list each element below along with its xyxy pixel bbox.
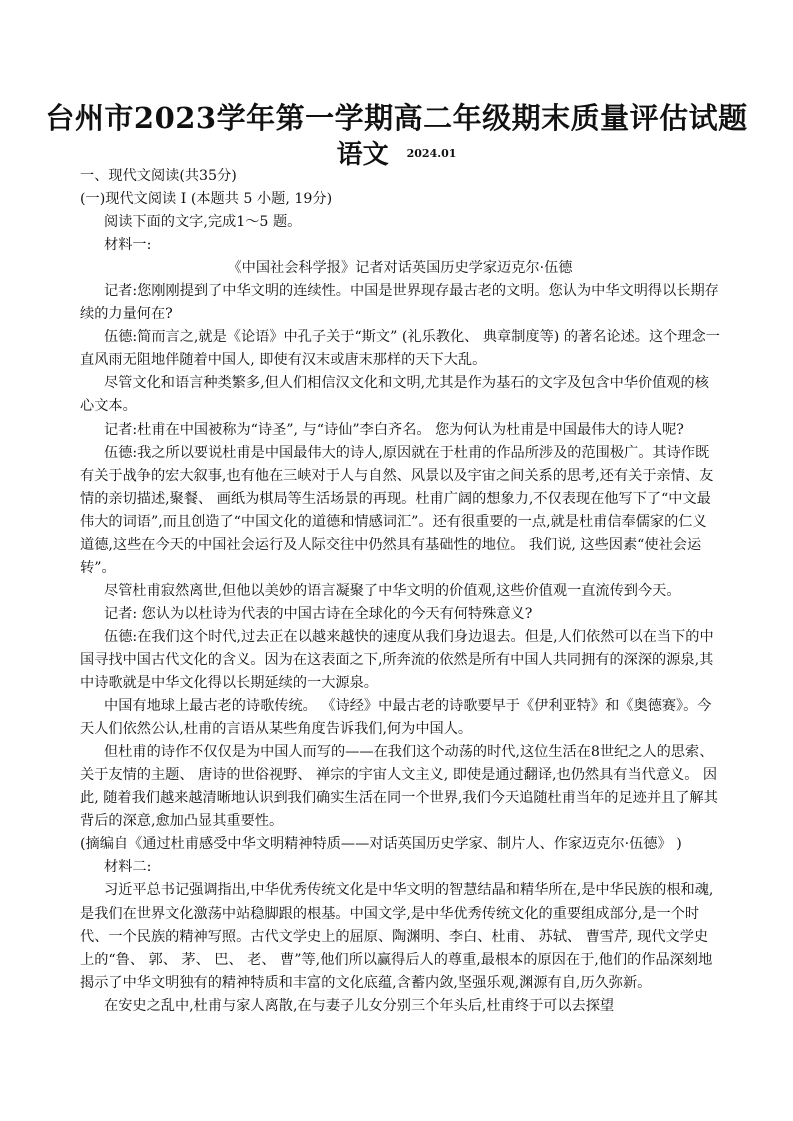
subject-name: 语文 <box>336 140 389 170</box>
material-2-label: 材料二: <box>104 859 152 876</box>
paragraph: 在安史之乱中,杜甫与家人离散,在与妻子儿女分别三个年头后,杜甫终于可以去探望 <box>104 997 615 1014</box>
material-1-label: 材料一: <box>104 237 152 254</box>
paragraph: 尽管杜甫寂然离世,但他以美妙的语言凝聚了中华文明的价值观,这些价值观一直流传到今天。 <box>104 582 681 599</box>
paragraph: 中国有地球上最古老的诗歌传统。 《诗经》中最古老的诗歌要早于《伊利亚特》和《奥德赛》。今天人们依然公认,杜甫的言语从某些角度告诉我们,何为中国人。 <box>80 698 712 738</box>
exam-date: 2024.01 <box>406 147 457 160</box>
paragraph: 习近平总书记强调指出,中华优秀传统文化是中华文明的智慧结晶和精华所在,是中华民族的根和魂,是我们在世界文化激荡中站稳脚跟的根基。中国文学,是中华优秀传统文化的重要组成部分,是一个时代、一个民族的精神写照。古代文学史上的屈原、陶渊明、李白、杜甫、 苏轼、 曹雪芹, 现代文学史上的“鲁、 郭、 茅、 巴、 老、 曹”等,他们所以赢得后人的尊重,最根本的原因在于,他们的作品深刻地揭示了中华文明独有的精神特质和丰富的文化底蕴,含蓄内敛,坚强乐观,渊源有自,历久弥新。 <box>80 882 714 991</box>
paragraph: 伍德:在我们这个时代,过去正在以越来越快的速度从我们身边退去。但是,人们依然可以在当下的中国寻找中国古代文化的含义。因为在这表面之下,所奔流的依然是所有中国人共同拥有的深深的源泉,其中诗歌就是中华文化得以长期延续的一大源泉。 <box>80 628 714 692</box>
section-heading: 一、现代文阅读(共35分) <box>80 168 237 184</box>
paragraph: 记者:您刚刚提到了中华文明的连续性。中国是世界现存最古老的文明。您认为中华文明得以长期存续的力量何在? <box>80 283 719 323</box>
instruction-text: 阅读下面的文字,完成1～5 题。 <box>104 214 302 231</box>
paragraph: 记者:杜甫在中国被称为“诗圣”, 与“诗仙”李白齐名。 您为何认为杜甫是中国最伟大的诗人呢? <box>104 421 684 438</box>
paragraph: 伍德:我之所以要说杜甫是中国最伟大的诗人,原因就在于杜甫的作品所涉及的范围极广。其诗作既有关于战争的宏大叙事,也有他在三峡对于人与自然、风景以及宇宙之间关系的思考,还有关于亲情、友情的亲切描述,聚餐、 画纸为棋局等生活场景的再现。杜甫广阔的想象力,不仅表现在他写下了“中文最伟大的词语”,而且创造了“中国文化的道德和情感词汇”。还有很重要的一点,就是杜甫信奉儒家的仁义道德,这些在今天的中国社会运行及人际交往中仍然具有基础性的地位。 我们说, 这些因素“使社会运转”。 <box>80 444 714 576</box>
subsection-heading: (一)现代文阅读 I (本题共 5 小题, 19分) <box>80 191 333 208</box>
source-note: (摘编自《通过杜甫感受中华文明精神特质——对话英国历史学家、制片人、作家迈克尔·伍德》 ) <box>80 836 682 853</box>
paragraph: 尽管文化和语言种类繁多,但人们相信汉文化和文明,尤其是作为基石的文字及包含中华价值观的核心文本。 <box>80 375 709 415</box>
material-1-heading: 《中国社会科学报》记者对话英国历史学家迈克尔·伍德 <box>227 260 573 277</box>
paragraph: 伍德:简而言之,就是《论语》中孔子关于“斯文” (礼乐教化、 典章制度等) 的著名论述。这个理念一直风雨无阻地伴随着中国人, 即使有汉末或唐末那样的天下大乱。 <box>80 329 720 369</box>
exam-title: 台州市2023学年第一学期高二年级期末质量评估试题 <box>45 101 748 135</box>
exam-body <box>80 165 720 1018</box>
paragraph: 记者: 您认为以杜诗为代表的中国古诗在全球化的今天有何特殊意义? <box>104 605 533 622</box>
paragraph: 但杜甫的诗作不仅仅是为中国人而写的——在我们这个动荡的时代,这位生活在8世纪之人的思索、 关于友情的主题、 唐诗的世俗视野、 禅宗的宇宙人文主义, 即使是通过翻译,也仍然具有当代意义。 因此, 随着我们越来越清晰地认识到我们确实生活在同一个世界,我们今天追随杜甫当年的足迹并且了解其背后的深意,愈加凸显其重要性。 <box>80 744 718 830</box>
